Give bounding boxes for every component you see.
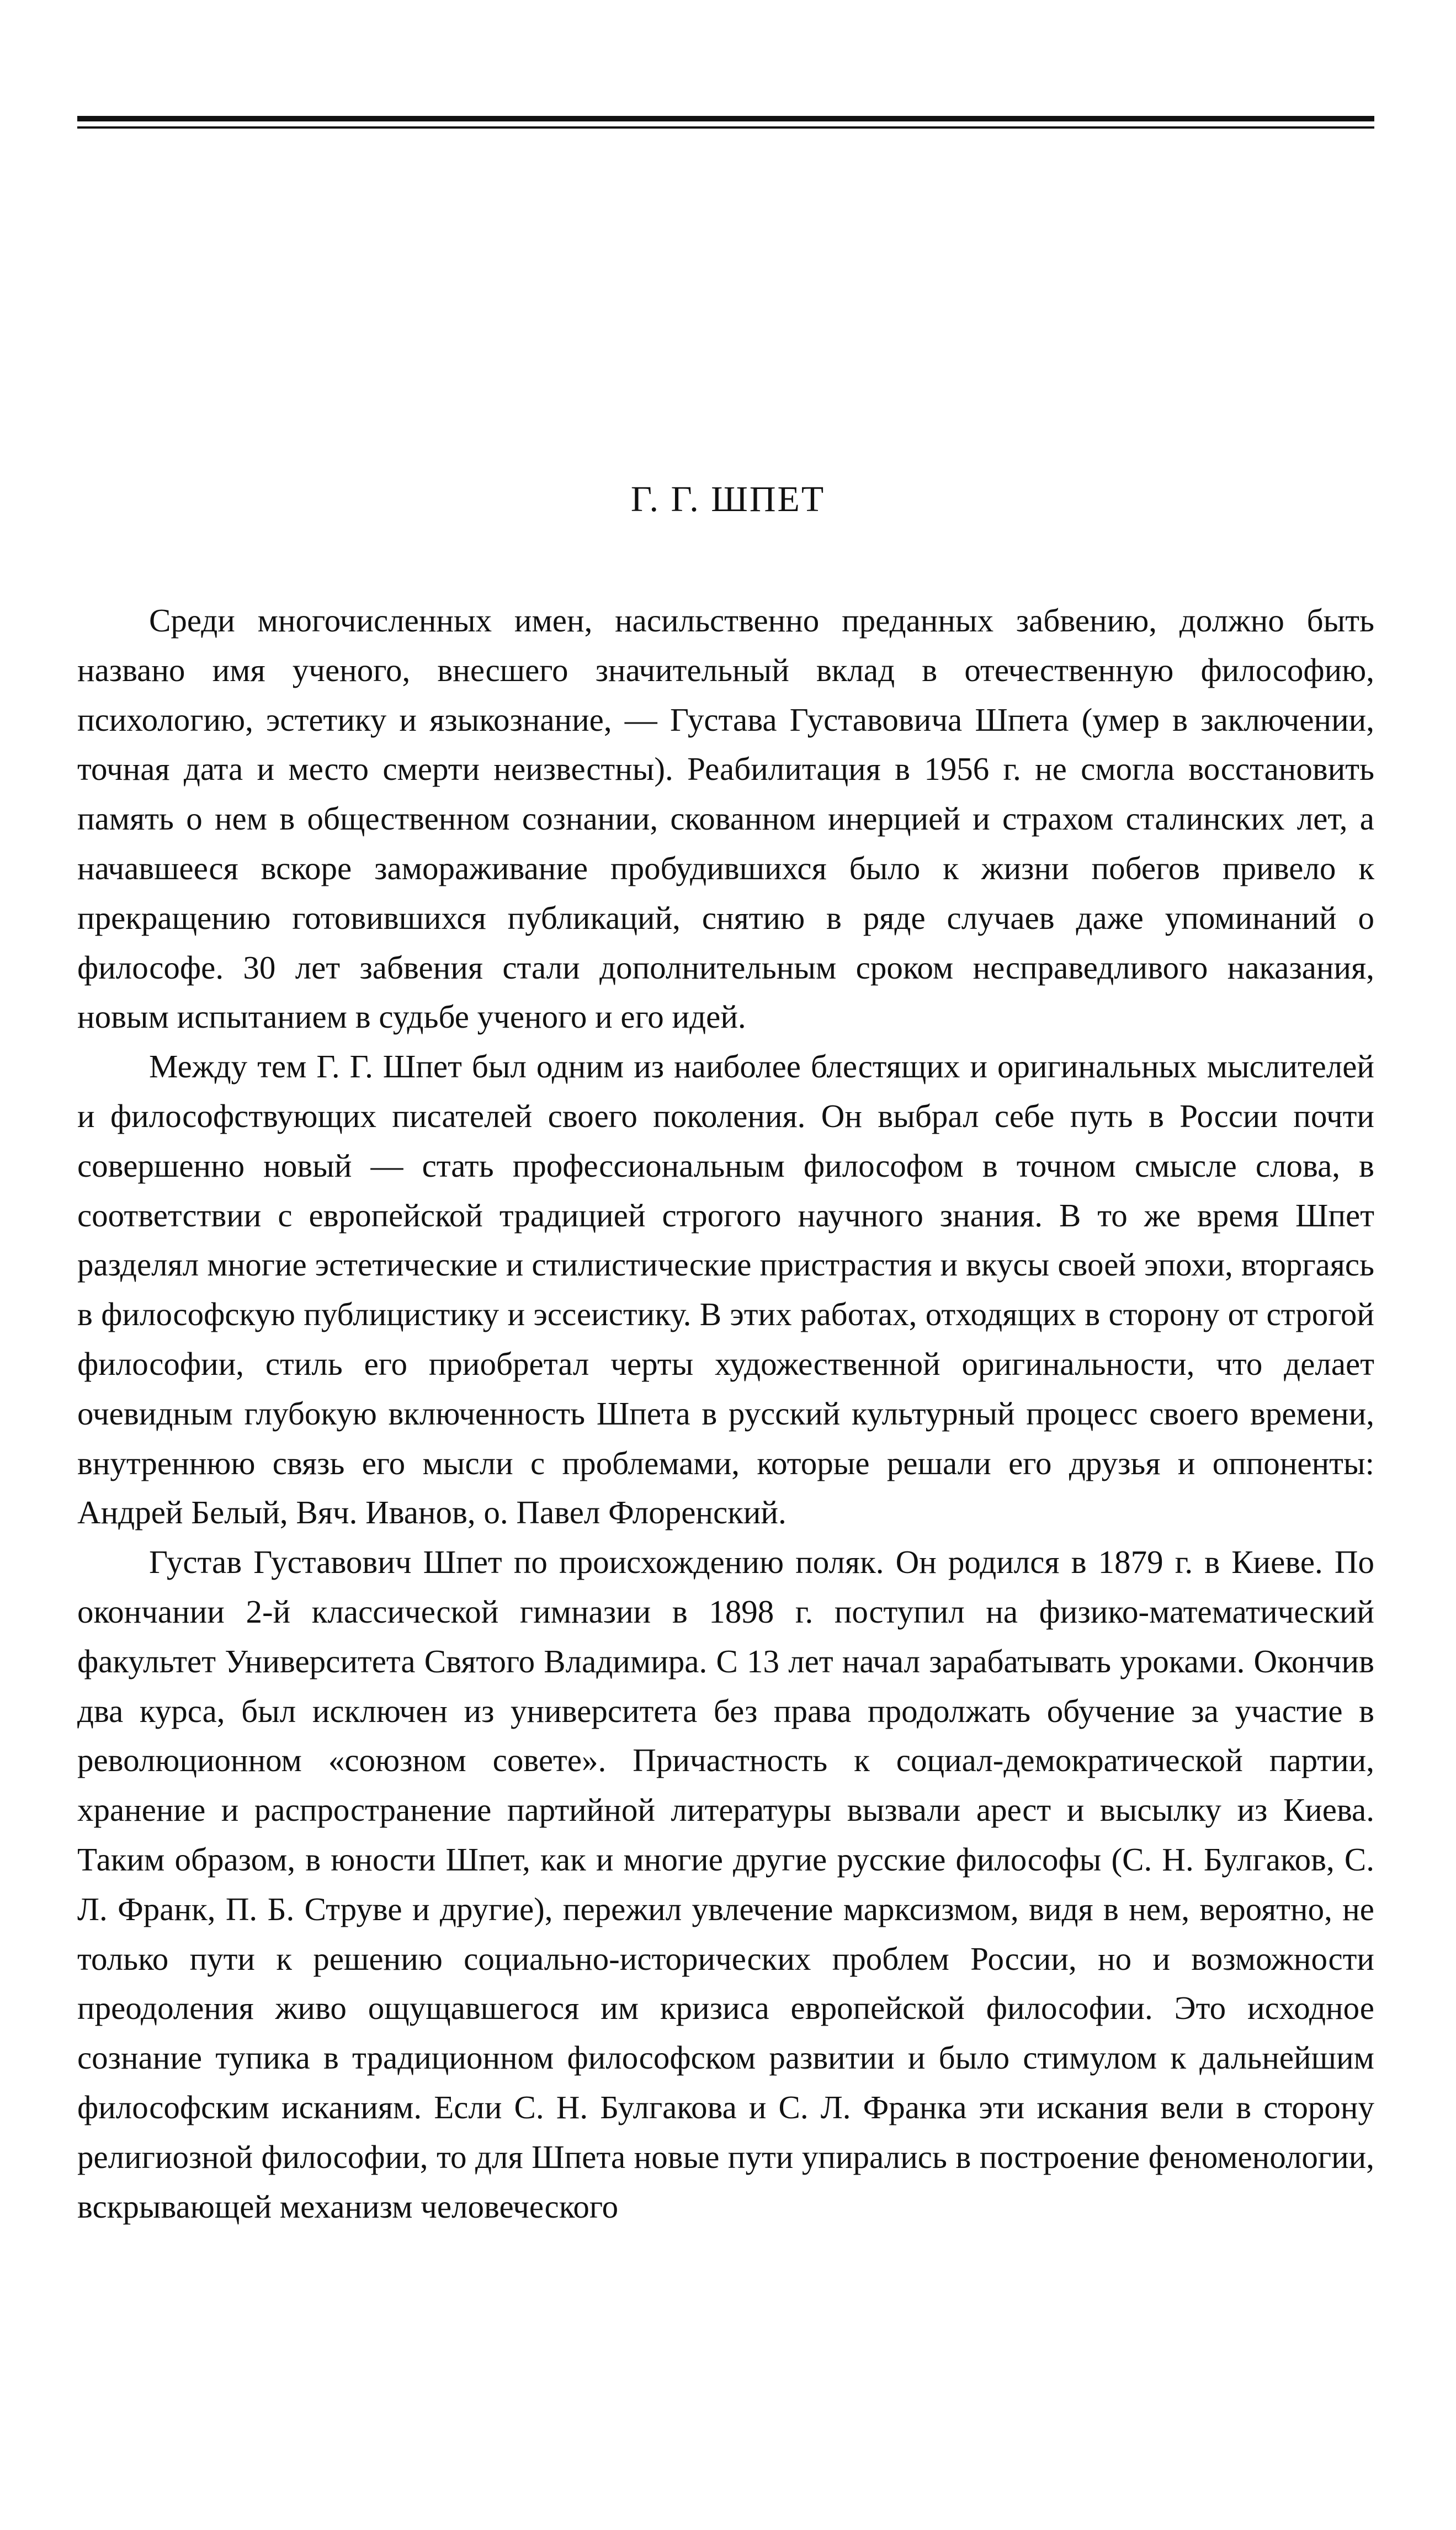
header-rule bbox=[77, 116, 1374, 129]
paragraph-1: Среди многочисленных имен, насильственно преданных забвению, должно быть названо имя ученого, внесшего значительный вклад в отечественную философию, психологию, эстетику и языкознание, — Густава Густавовича Шпета (умер в заключении, точная дата и место смерти неизвестны). Реабилитация в 1956 г. не смогла восстановить память о нем в общественном сознании, скованном инерцией и страхом сталинских лет, а начавшееся вскоре замораживание пробудившихся было к жизни побегов привело к прекращению готовившихся публикаций, снятию в ряде случаев даже упоминаний о философе. 30 лет забвения стали дополнительным сроком несправедливого наказания, новым испытанием в судьбе ученого и его идей. bbox=[77, 602, 1374, 1035]
header-rule-thick-line bbox=[77, 116, 1374, 121]
paragraph-3: Густав Густавович Шпет по происхождению поляк. Он родился в 1879 г. в Киеве. По окончании 2-й классической гимназии в 1898 г. поступил на физико-математический факультет Университета Святого Владимира. С 13 лет начал зарабатывать уроками. Окончив два курса, был исключен из университета без права продолжать обучение за участие в революционном «союзном совете». Причастность к социал-демократической партии, хранение и распространение партийной литературы вызвали арест и высылку из Киева. Таким образом, в юности Шпет, как и многие другие русские философы (С. Н. Булгаков, С. Л. Франк, П. Б. Струве и другие), пережил увлечение марксизмом, видя в нем, вероятно, не только пути к решению социально-исторических проблем России, но и возможности преодоления живо ощущавшегося им кризиса европейской философии. Это исходное сознание тупика в традиционном философском развитии и было стимулом к дальнейшим философским исканиям. Если С. Н. Булгакова и С. Л. Франка эти искания вели в сторону религиозной философии, то для Шпета новые пути упирались в построение феноменологии, вскрывающей механизм человеческого bbox=[77, 1544, 1374, 2225]
header-rule-thin-line bbox=[77, 126, 1374, 129]
body-text bbox=[77, 596, 1374, 2231]
chapter-title: Г. Г. ШПЕТ bbox=[630, 479, 826, 519]
paragraph-2: Между тем Г. Г. Шпет был одним из наиболее блестящих и оригинальных мыслителей и философствующих писателей своего поколения. Он выбрал себе путь в России почти совершенно новый — стать профессиональным философом в точном смысле слова, в соответствии с европейской традицией строгого научного знания. В то же время Шпет разделял многие эстетические и стилистические пристрастия и вкусы своей эпохи, вторгаясь в философскую публицистику и эссеистику. В этих работах, отходящих в сторону от строгой философии, стиль его приобретал черты художественной оригинальности, что делает очевидным глубокую включенность Шпета в русский культурный процесс своего времени, внутреннюю связь его мысли с проблемами, которые решали его друзья и оппоненты: Андрей Белый, Вяч. Иванов, о. Павел Флоренский. bbox=[77, 1048, 1374, 1531]
